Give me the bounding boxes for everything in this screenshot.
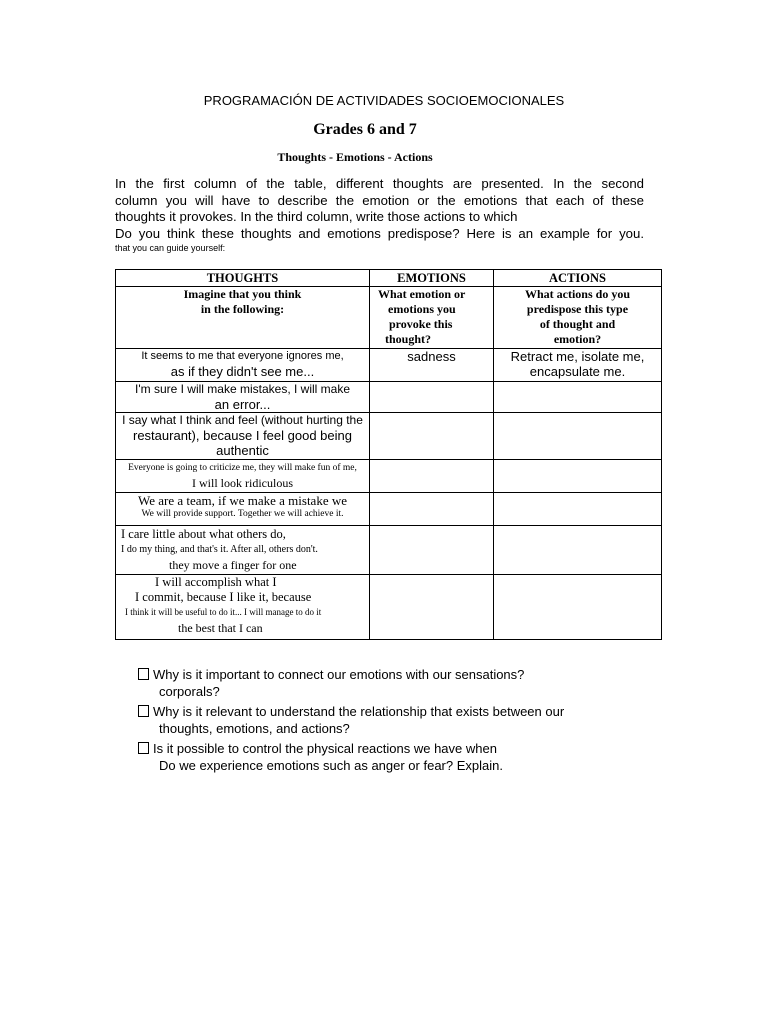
emotion-cell[interactable]	[370, 413, 494, 460]
thought-line: I say what I think and feel (without hurting the	[122, 413, 363, 427]
subheader-thoughts	[116, 287, 370, 349]
instructions-line: In the first column of the table, different thoughts are presented. In the second	[115, 176, 644, 191]
subheader-line: in the following:	[200, 302, 285, 316]
thought-line: they move a finger for one	[169, 558, 297, 572]
thought-line: authentic	[216, 443, 269, 458]
thoughts-emotions-actions-table	[115, 269, 662, 640]
thought-cell	[116, 460, 370, 493]
header-emotions: EMOTIONS	[370, 270, 494, 287]
question-item	[138, 703, 658, 737]
instructions-line: thoughts it provokes. In the third column, write those actions to which	[115, 209, 518, 225]
worksheet-subtitle: Thoughts - Emotions - Actions	[277, 150, 433, 164]
header-actions: ACTIONS	[494, 270, 662, 287]
action-line: Retract me, isolate me,	[510, 349, 645, 364]
subheader-line: emotions you	[388, 302, 456, 316]
table-row	[116, 460, 662, 493]
table-row	[116, 575, 662, 640]
checkbox-icon	[138, 742, 149, 754]
action-cell[interactable]	[494, 413, 662, 460]
emotion-cell[interactable]	[370, 460, 494, 493]
program-title: PROGRAMACIÓN DE ACTIVIDADES SOCIOEMOCIONALES	[203, 93, 565, 108]
instructions-small-line: that you can guide yourself:	[115, 243, 226, 254]
question-line: corporals?	[159, 684, 220, 699]
thought-line: I think it will be useful to do it... I will manage to do it	[125, 607, 322, 617]
subheader-line: What emotion or	[378, 287, 466, 301]
subheader-emotions	[370, 287, 494, 349]
emotion-cell[interactable]	[370, 575, 494, 640]
thought-line: I will look ridiculous	[192, 476, 293, 490]
thought-line: I care little about what others do,	[121, 527, 286, 541]
question-line: Is it possible to control the physical reactions we have when	[153, 741, 497, 756]
action-cell[interactable]	[494, 349, 662, 382]
thought-line: Everyone is going to criticize me, they will make fun of me,	[128, 463, 357, 473]
thought-line: restaurant), because I feel good being	[133, 428, 352, 443]
action-line: encapsulate me.	[529, 364, 626, 379]
thought-cell	[116, 349, 370, 382]
emotion-cell[interactable]	[370, 493, 494, 526]
checkbox-icon	[138, 668, 149, 680]
thought-cell	[116, 575, 370, 640]
emotion-answer: sadness	[407, 349, 456, 364]
subheader-line: of thought and	[539, 317, 616, 331]
thought-line: as if they didn't see me...	[170, 364, 315, 379]
action-cell[interactable]	[494, 575, 662, 640]
table-row	[116, 413, 662, 460]
thought-cell	[116, 493, 370, 526]
subheader-line: thought?	[385, 332, 432, 346]
question-line: thoughts, emotions, and actions?	[159, 721, 350, 736]
emotion-cell[interactable]	[370, 349, 494, 382]
question-item	[138, 666, 658, 700]
thought-line: an error...	[214, 397, 271, 412]
table-row	[116, 382, 662, 413]
table-row	[116, 526, 662, 575]
instructions-line: column you will have to describe the emotion or the emotions that each of these	[115, 192, 644, 208]
grades-title: Grades 6 and 7	[313, 121, 417, 138]
action-cell[interactable]	[494, 526, 662, 575]
thought-cell	[116, 413, 370, 460]
subheader-line: emotion?	[553, 332, 602, 346]
subheader-line: Imagine that you think	[183, 287, 302, 301]
table-row	[116, 349, 662, 382]
action-cell[interactable]	[494, 382, 662, 413]
question-line: Why is it important to connect our emotions with our sensations?	[153, 667, 525, 682]
question-line: Why is it relevant to understand the relationship that exists between our	[153, 704, 565, 719]
table-row	[116, 493, 662, 526]
table-header-row	[116, 270, 662, 287]
question-item	[138, 740, 658, 774]
thought-line: It seems to me that everyone ignores me,	[141, 350, 344, 362]
action-cell[interactable]	[494, 460, 662, 493]
thought-line: I will accomplish what I	[155, 575, 277, 589]
checkbox-icon	[138, 705, 149, 717]
thought-line: the best that I can	[178, 621, 263, 635]
instructions-line: Do you think these thoughts and emotions predispose? Here is an example for you.	[115, 225, 644, 241]
thought-cell	[116, 382, 370, 413]
emotion-cell[interactable]	[370, 526, 494, 575]
header-thoughts: THOUGHTS	[116, 270, 370, 287]
emotion-cell[interactable]	[370, 382, 494, 413]
thought-line: I do my thing, and that's it. After all, others don't.	[121, 544, 318, 555]
subheader-line: provoke this	[389, 317, 453, 331]
thought-line: I commit, because I like it, because	[135, 590, 312, 604]
question-line: Do we experience emotions such as anger or fear? Explain.	[159, 758, 503, 773]
subheader-actions	[494, 287, 662, 349]
thought-line: I'm sure I will make mistakes, I will make	[135, 382, 350, 396]
instructions	[115, 176, 644, 254]
thought-line: We are a team, if we make a mistake we	[137, 493, 347, 508]
thought-line: We will provide support. Together we will achieve it.	[141, 509, 344, 519]
subheader-line: predispose this type	[526, 302, 629, 316]
reflection-questions	[138, 666, 658, 777]
subheader-line: What actions do you	[524, 287, 631, 301]
action-cell[interactable]	[494, 493, 662, 526]
thought-cell	[116, 526, 370, 575]
table-subheader-row	[116, 287, 662, 349]
